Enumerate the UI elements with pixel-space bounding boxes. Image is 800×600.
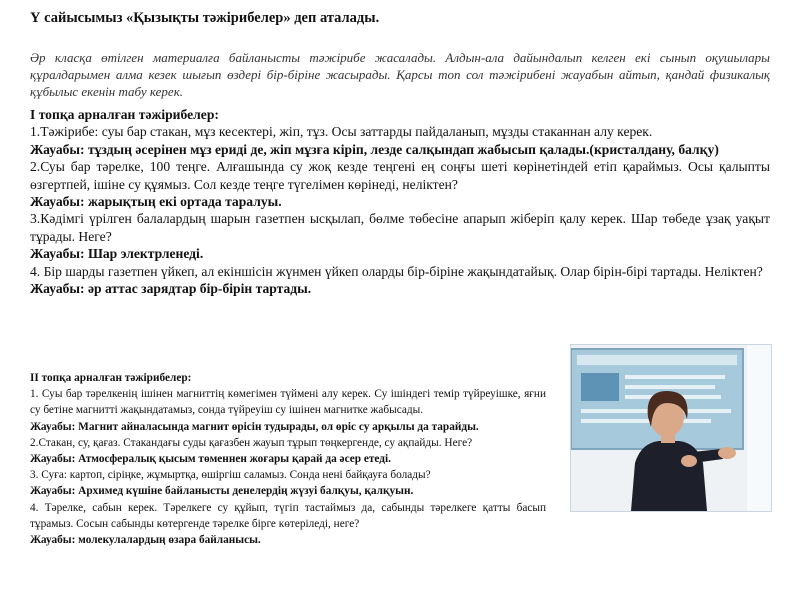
section-1 [30, 106, 770, 297]
section-2-answer-4: Жауабы: молекулалардың өзара байланысы. [30, 534, 261, 547]
section-1-question-2: 2.Суы бар тәрелке, 100 теңге. Алғашында су жоқ кезде теңгені ең соңғы шеті көрінетіндей етіп қараймыз. Осы қалыпты өзгертпей, ішіне су құямыз. Сол кезде теңге түгелімен көрінеді, неліктен? [30, 159, 770, 192]
section-1-answer-4: Жауабы: әр аттас зарядтар бір-бірін тартады. [30, 281, 312, 297]
section-2-title: II топқа арналған тәжірибелер: [30, 372, 192, 384]
section-1-answer-3: Жауабы: Шар электрленеді. [30, 246, 204, 262]
photo-board-header [577, 355, 737, 365]
section-1-answer-1: Жауабы: тұздың әсерінен мұз ериді де, жіп мұзға кіріп, лезде салқындап жабысып қалады.(кристалдану, балқу) [30, 141, 719, 157]
section-2-question-3: 3. Суға: картоп, сіріңке, жұмыртқа, өшіргіш саламыз. Сонда нені байқауға болады? [30, 469, 431, 482]
photo-window [747, 345, 771, 511]
section-2-question-4: 4. Тәрелке, сабын керек. Тәрелкеге су құйып, түгіп тастаймыз да, сабынды тәрелкеге қатты басып тұрамыз. Сосын сабынды көтергенде тәрелке бірге көтеріледі, неге? [30, 501, 546, 530]
photo-board-picture [581, 373, 619, 401]
classroom-photo [570, 344, 772, 512]
section-2-answer-1: Жауабы: Магнит айналасында магнит өрісін тудырады, ол өріс су арқылы да тарайды. [30, 420, 479, 433]
photo-board-line [625, 375, 725, 379]
section-1-answer-2: Жауабы: жарықтың екі ортада таралуы. [30, 194, 282, 210]
section-1-title: I топқа арналған тәжірибелер: [30, 107, 219, 122]
page-heading: Ү сайысымыз «Қызықты тәжірибелер» деп аталады. [30, 10, 380, 26]
section-1-question-4: 4. Бір шарды газетпен үйкеп, ал екіншісін жүнмен үйкеп оларды бір-біріне жақындатайық. Олар бірін-бірі тартады. Неліктен? [30, 263, 763, 279]
photo-person-body [631, 441, 707, 511]
section-1-question-1: 1.Тәжірибе: суы бар стакан, мұз кесектері, жіп, тұз. Осы заттарды пайдаланып, мұзды стаканнан алу керек. [30, 124, 653, 140]
section-2 [30, 370, 546, 548]
section-2-answer-2: Жауабы: Атмосфералық қысым төменнен жоғары қарай да әсер етеді. [30, 453, 391, 466]
classroom-photo-icon [571, 345, 771, 511]
section-1-question-3: 3.Кәдімгі үрілген балалардың шарын газетпен ысқылап, бөлме төбесіне апарып жіберіп қалу керек. Шар төбеде ұзақ уақыт тұрады. Неге? [30, 211, 770, 244]
intro-paragraph: Әр класқа өтілген материалға байланысты тәжірибе жасалады. Алдын-ала дайындалып келген екі сынып оқушылары құралдарымен алма кезек шығып өздері бір-біріне жасырады. Қарсы топ сол тәжірибені жауабын айтып, қандай физикалық құбылыс екенін табу керек. [30, 50, 770, 99]
section-2-answer-3: Жауабы: Архимед күшіне байланысты денелердің жүзуі балқуы, қалқуын. [30, 485, 414, 498]
photo-person-hand [681, 455, 697, 467]
section-2-question-1: 1. Суы бар тәрелкенің ішінен магниттің көмегімен түймені алу керек. Су ішіндегі темір түйреуішке, яғни су бетіне магнитті жақындатамыз, сонда түйреуіш су ішінен магнитке жабысады. [30, 388, 546, 417]
photo-board-line [581, 419, 711, 423]
photo-person-hand [718, 447, 736, 459]
photo-board-line [625, 385, 715, 389]
section-2-question-2: 2.Стакан, су, қағаз. Стакандағы суды қағазбен жауып тұрып төңкергенде, су ақпайды. Неге? [30, 436, 473, 449]
